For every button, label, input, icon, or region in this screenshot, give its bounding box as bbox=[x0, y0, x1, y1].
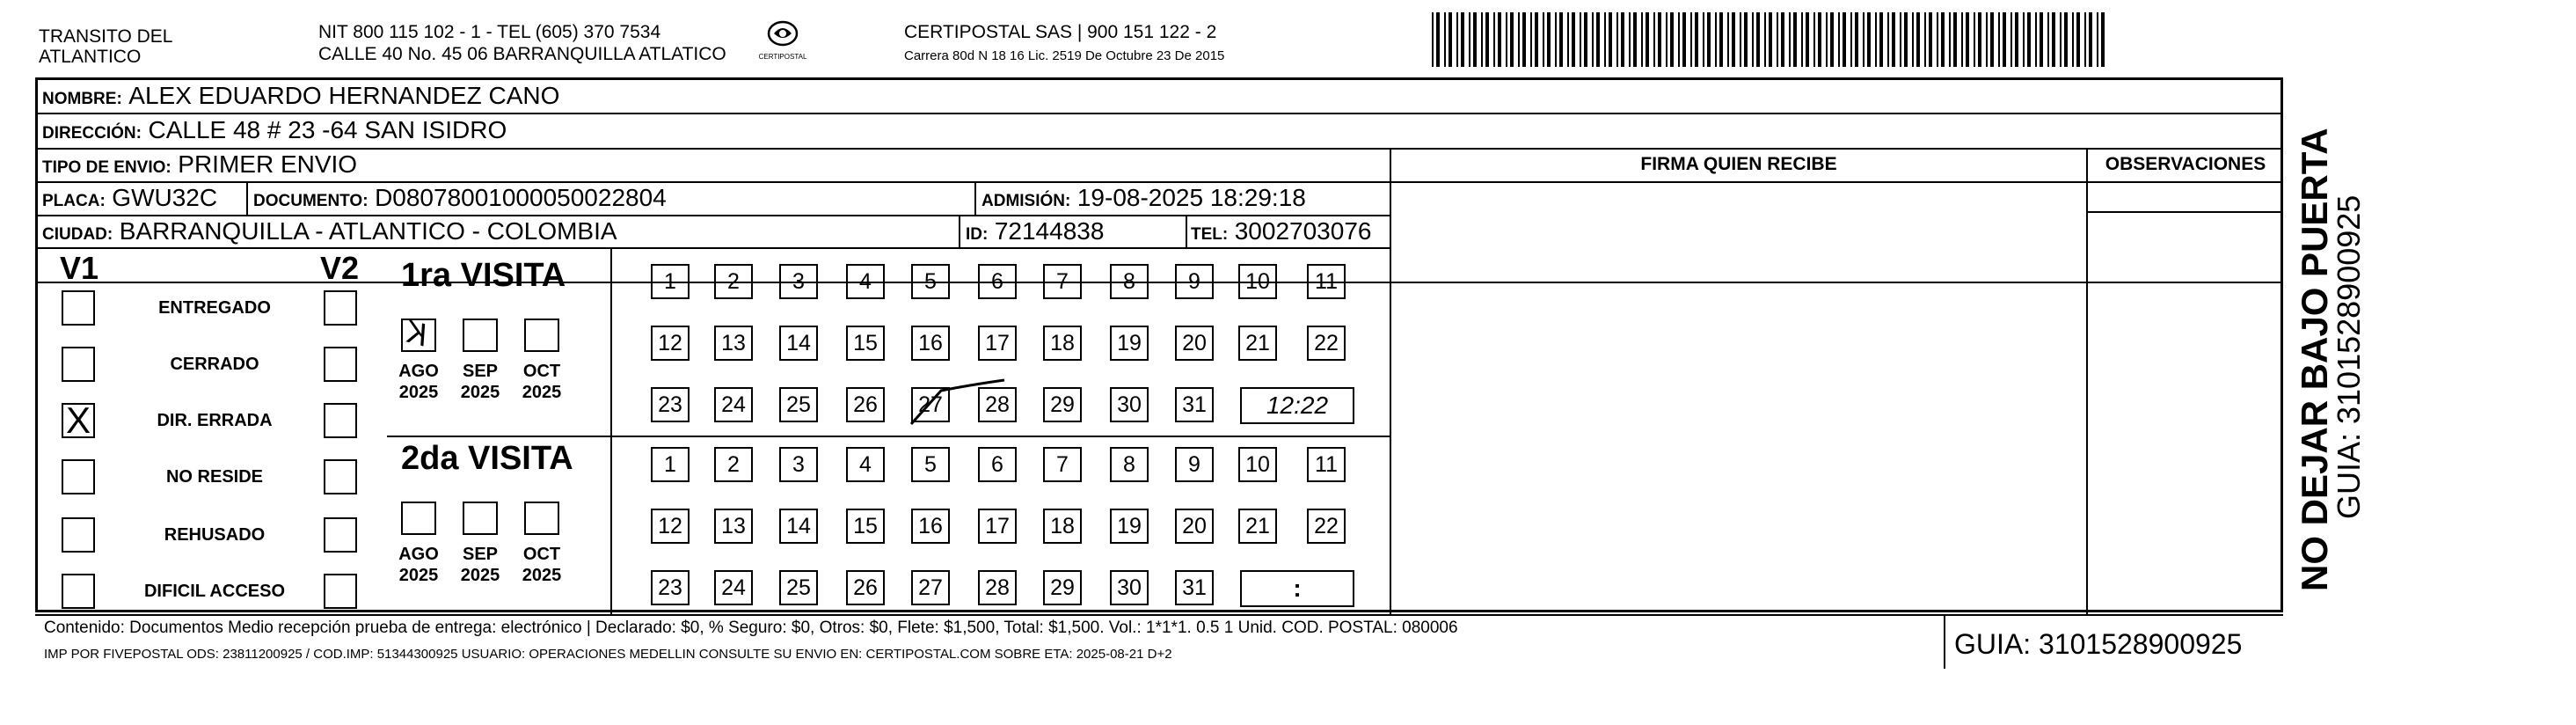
day-box[interactable]: 14 bbox=[779, 509, 818, 544]
barcode-bar bbox=[1998, 12, 2000, 67]
day-box[interactable]: 3 bbox=[779, 264, 818, 299]
barcode-bar bbox=[2052, 12, 2055, 67]
month-year: 2025 bbox=[398, 566, 439, 585]
company-address: Carrera 80d N 18 16 Lic. 2519 De Octubre 23 De 2015 bbox=[904, 48, 1225, 63]
placa-value: GWU32C bbox=[112, 184, 218, 211]
barcode-bar bbox=[1518, 12, 1520, 67]
barcode-bar bbox=[1756, 12, 1760, 67]
day-box[interactable]: 2 bbox=[714, 264, 753, 299]
barcode-bar bbox=[1604, 12, 1606, 67]
barcode-bar bbox=[1444, 12, 1446, 67]
barcode-bar bbox=[2089, 12, 2092, 67]
id-value: 72144838 bbox=[994, 217, 1105, 245]
day-box[interactable]: 2 bbox=[714, 447, 753, 482]
tel-label: TEL: bbox=[1191, 225, 1229, 244]
day-box[interactable]: 27 bbox=[911, 570, 950, 605]
day-box[interactable]: 30 bbox=[1110, 387, 1149, 422]
barcode-graphic bbox=[1432, 12, 2118, 69]
barcode-bar bbox=[1916, 12, 1920, 67]
day-box[interactable]: 21 bbox=[1238, 509, 1277, 544]
day-box[interactable]: 12 bbox=[651, 509, 690, 544]
day-box[interactable]: 14 bbox=[779, 326, 818, 361]
barcode-bar bbox=[1990, 12, 1994, 67]
barcode-bar bbox=[2035, 12, 2037, 67]
barcode-bar bbox=[2023, 12, 2025, 67]
day-box[interactable]: 4 bbox=[846, 447, 885, 482]
id-field bbox=[966, 217, 1104, 249]
barcode-bar bbox=[1641, 12, 1643, 67]
barcode-bar bbox=[2015, 12, 2018, 67]
barcode-bar bbox=[1436, 12, 1440, 67]
barcode-bar bbox=[1904, 12, 1908, 67]
day-box[interactable]: 5 bbox=[911, 447, 950, 482]
nit-line: NIT 800 115 102 - 1 - TEL (605) 370 7534 bbox=[318, 22, 661, 42]
barcode bbox=[1432, 12, 2118, 73]
barcode-bar bbox=[1707, 12, 1711, 67]
company-line: CERTIPOSTAL SAS | 900 151 122 - 2 bbox=[904, 22, 1217, 42]
month-checkbox[interactable] bbox=[524, 319, 559, 352]
month-name: AGO bbox=[398, 362, 439, 381]
barcode-bar bbox=[1461, 12, 1464, 67]
v1-checkbox[interactable] bbox=[62, 459, 95, 494]
documento-value: D0807800100005002280​4 bbox=[375, 184, 667, 211]
month-name: AGO bbox=[398, 545, 439, 564]
day-box[interactable]: 16 bbox=[911, 509, 950, 544]
slash-stroke bbox=[911, 380, 1004, 424]
barcode-bar bbox=[1912, 12, 1914, 67]
day-box[interactable]: 24 bbox=[714, 570, 753, 605]
day-box[interactable]: 10 bbox=[1238, 264, 1277, 299]
month-label bbox=[515, 361, 568, 403]
day-box[interactable]: 18 bbox=[1043, 509, 1082, 544]
barcode-bar bbox=[1616, 12, 1618, 67]
barcode-bar bbox=[1838, 12, 1840, 67]
ciudad-value: BARRANQUILLA - ATLANTICO - COLOMBIA bbox=[119, 217, 617, 245]
barcode-bar bbox=[1596, 12, 1600, 67]
barcode-bar bbox=[1732, 12, 1735, 67]
org-address: CALLE 40 No. 45 06 BARRANQUILLA ATLATICO bbox=[318, 44, 726, 64]
barcode-bar bbox=[1473, 12, 1477, 67]
day-box[interactable]: 11 bbox=[1307, 447, 1346, 482]
barcode-bar bbox=[1682, 12, 1686, 67]
barcode-bar bbox=[1543, 12, 1544, 67]
barcode-bar bbox=[1670, 12, 1674, 67]
barcode-bar bbox=[1678, 12, 1680, 67]
day-box[interactable]: 21 bbox=[1238, 326, 1277, 361]
month-year: 2025 bbox=[460, 566, 500, 585]
day-box[interactable]: 12 bbox=[651, 326, 690, 361]
certipostal-logo bbox=[758, 19, 807, 65]
barcode-bar bbox=[1535, 12, 1538, 67]
month-checkbox[interactable] bbox=[463, 319, 498, 352]
ciudad-field bbox=[42, 217, 617, 249]
barcode-bar bbox=[1875, 12, 1877, 67]
barcode-bar bbox=[1633, 12, 1637, 67]
nombre-row bbox=[42, 82, 559, 114]
tel-field bbox=[1191, 217, 1371, 249]
month-name: SEP bbox=[462, 362, 499, 381]
month-year: 2025 bbox=[460, 383, 500, 402]
barcode-bar bbox=[1555, 12, 1557, 67]
day-box[interactable]: 9 bbox=[1175, 264, 1214, 299]
barcode-bar bbox=[1522, 12, 1526, 67]
day-box[interactable]: 28 bbox=[978, 387, 1017, 422]
barcode-bar bbox=[1777, 12, 1778, 67]
month-name: SEP bbox=[462, 545, 499, 564]
month-name: OCT bbox=[522, 362, 561, 381]
day-box[interactable]: 25 bbox=[779, 570, 818, 605]
observaciones-header: OBSERVACIONES bbox=[2105, 154, 2266, 174]
day-box[interactable]: 31 bbox=[1175, 387, 1214, 422]
day-box[interactable]: 16 bbox=[911, 326, 950, 361]
status-option-label: DIFICIL ACCESO bbox=[143, 582, 285, 601]
month-year: 2025 bbox=[522, 383, 562, 402]
barcode-bar bbox=[1695, 12, 1698, 67]
month-year: 2025 bbox=[522, 566, 562, 585]
barcode-bar bbox=[1584, 12, 1587, 67]
placa-field bbox=[42, 184, 217, 216]
barcode-bar bbox=[2097, 12, 2098, 67]
v2-checkbox[interactable] bbox=[324, 574, 357, 609]
barcode-bar bbox=[1690, 12, 1692, 67]
month-name: OCT bbox=[522, 545, 561, 564]
barcode-bar bbox=[1666, 12, 1667, 67]
v2-checkbox[interactable] bbox=[324, 290, 357, 326]
day-box[interactable]: 17 bbox=[978, 509, 1017, 544]
side-warning: NO DEJAR BAJO PUERTA bbox=[2294, 128, 2335, 591]
barcode-bar bbox=[1510, 12, 1514, 67]
barcode-bar bbox=[1961, 12, 1963, 67]
day-box[interactable]: 5 bbox=[911, 264, 950, 299]
day-box[interactable]: 22 bbox=[1307, 326, 1346, 361]
day-box[interactable]: 23 bbox=[651, 570, 690, 605]
v1-checkbox[interactable] bbox=[62, 399, 95, 441]
month-year: 2025 bbox=[398, 383, 439, 402]
admision-label: ADMISIÓN: bbox=[982, 192, 1071, 210]
barcode-bar bbox=[1744, 12, 1748, 67]
status-option-label: ENTREGADO bbox=[158, 298, 271, 318]
day-box[interactable]: 6 bbox=[978, 264, 1017, 299]
day-box[interactable]: 22 bbox=[1307, 509, 1346, 544]
barcode-bar bbox=[1830, 12, 1834, 67]
visit-time-box[interactable]: 12:22 bbox=[1240, 387, 1354, 424]
month-checkbox[interactable] bbox=[401, 312, 436, 354]
day-box[interactable]: 8 bbox=[1110, 264, 1149, 299]
admision-value: 19-08-2025 18:29:18 bbox=[1076, 184, 1306, 211]
barcode-bar bbox=[1843, 12, 1846, 67]
tel-value: 3002703076 bbox=[1234, 217, 1372, 245]
day-box[interactable]: 1 bbox=[651, 264, 690, 299]
day-box[interactable]: 11 bbox=[1307, 264, 1346, 299]
side-guia: GUIA: 3101528900925 bbox=[2331, 194, 2367, 519]
tipo-envio-row bbox=[42, 150, 357, 182]
day-box[interactable]: 7 bbox=[1043, 447, 1082, 482]
barcode-bar bbox=[1493, 12, 1495, 67]
visit2-title: 2da VISITA bbox=[401, 440, 573, 477]
barcode-bar bbox=[1789, 12, 1791, 67]
v2-checkbox[interactable] bbox=[324, 459, 357, 494]
barcode-bar bbox=[2076, 12, 2080, 67]
barcode-bar bbox=[1715, 12, 1717, 67]
day-box[interactable]: 19 bbox=[1110, 326, 1149, 361]
id-label: ID: bbox=[966, 225, 989, 244]
day-box[interactable]: 7 bbox=[1043, 264, 1082, 299]
barcode-bar bbox=[1498, 12, 1501, 67]
barcode-bar bbox=[1793, 12, 1797, 67]
day-box[interactable]: 9 bbox=[1175, 447, 1214, 482]
barcode-bar bbox=[1485, 12, 1489, 67]
footer-imp-line: IMP POR FIVEPOSTAL ODS: 23811200925 / COD.IMP: 51344300925 USUARIO: OPERACIONES MEDELLIN CONSULTE SU ENVIO EN: CERTIPOSTAL.COM SOBRE ETA: 2025-08-21 D+2 bbox=[44, 647, 1172, 662]
firma-header: FIRMA QUIEN RECIBE bbox=[1640, 154, 1837, 174]
org-name-line2: ATLANTICO bbox=[39, 47, 142, 67]
visit-time-box[interactable]: : bbox=[1240, 570, 1354, 607]
day-box[interactable]: 28 bbox=[978, 570, 1017, 605]
barcode-bar bbox=[1506, 12, 1507, 67]
barcode-bar bbox=[2072, 12, 2074, 67]
barcode-bar bbox=[1658, 12, 1661, 67]
barcode-bar bbox=[2084, 12, 2086, 67]
admision-field bbox=[982, 184, 1306, 216]
barcode-bar bbox=[1929, 12, 1932, 67]
barcode-bar bbox=[1900, 12, 1901, 67]
day-box[interactable]: 15 bbox=[846, 509, 885, 544]
barcode-bar bbox=[1978, 12, 1981, 67]
documento-label: DOCUMENTO: bbox=[253, 192, 369, 210]
barcode-bar bbox=[1432, 12, 1434, 67]
month-checkbox[interactable] bbox=[463, 502, 498, 535]
barcode-bar bbox=[1769, 12, 1772, 67]
direccion-value: CALLE 48 # 23 -64 SAN ISIDRO bbox=[148, 116, 507, 143]
status-option-label: CERRADO bbox=[170, 355, 259, 374]
v2-header: V2 bbox=[320, 250, 360, 286]
barcode-bar bbox=[1879, 12, 1883, 67]
day-box[interactable]: 18 bbox=[1043, 326, 1082, 361]
day-box[interactable]: 30 bbox=[1110, 570, 1149, 605]
month-label bbox=[454, 361, 507, 403]
barcode-bar bbox=[1867, 12, 1871, 67]
barcode-bar bbox=[1941, 12, 1945, 67]
tipo-envio-value: PRIMER ENVIO bbox=[178, 150, 358, 178]
barcode-bar bbox=[1850, 12, 1852, 67]
day-box[interactable]: 10 bbox=[1238, 447, 1277, 482]
day-box[interactable]: 25 bbox=[779, 387, 818, 422]
barcode-bar bbox=[1449, 12, 1452, 67]
barcode-bar bbox=[1719, 12, 1723, 67]
barcode-bar bbox=[1863, 12, 1864, 67]
v1-header: V1 bbox=[60, 250, 99, 286]
barcode-bar bbox=[1892, 12, 1895, 67]
v1-checkbox[interactable] bbox=[62, 347, 95, 382]
v2-checkbox[interactable] bbox=[324, 347, 357, 382]
barcode-bar bbox=[1974, 12, 1975, 67]
barcode-bar bbox=[1592, 12, 1594, 67]
direccion-row bbox=[42, 116, 507, 148]
ciudad-label: CIUDAD: bbox=[42, 225, 113, 244]
barcode-bar bbox=[2047, 12, 2049, 67]
barcode-bar bbox=[1567, 12, 1569, 67]
v1-checkbox[interactable] bbox=[62, 574, 95, 609]
barcode-bar bbox=[1826, 12, 1828, 67]
barcode-bar bbox=[1727, 12, 1729, 67]
barcode-bar bbox=[1806, 12, 1809, 67]
tipo-envio-label: TIPO DE ENVIO: bbox=[42, 158, 171, 177]
org-name-line1: TRANSITO DEL bbox=[39, 26, 173, 47]
barcode-bar bbox=[2010, 12, 2012, 67]
logo-text: CERTIPOSTAL bbox=[758, 53, 807, 61]
barcode-bar bbox=[1530, 12, 1532, 67]
status-option-label: DIR. ERRADA bbox=[157, 411, 273, 430]
barcode-bar bbox=[1924, 12, 1926, 67]
day-box[interactable]: 8 bbox=[1110, 447, 1149, 482]
day-box[interactable]: 29 bbox=[1043, 387, 1082, 422]
barcode-bar bbox=[1781, 12, 1784, 67]
day-box[interactable]: 26 bbox=[846, 570, 885, 605]
barcode-bar bbox=[1986, 12, 1988, 67]
placa-label: PLACA: bbox=[42, 192, 106, 210]
day-box[interactable]: 13 bbox=[714, 326, 753, 361]
barcode-bar bbox=[1953, 12, 1957, 67]
month-label bbox=[392, 361, 445, 403]
footer-content-line: Contenido: Documentos Medio recepción prueba de entrega: electrónico | Declarado: $0, % Seguro: $0, Otros: $0, Flete: $1,500, Total: $1,500. Vol.: 1*1*1. 0.5 1 Unid. COD. POSTAL: 080006 bbox=[44, 619, 1458, 637]
day-box[interactable]: 29 bbox=[1043, 570, 1082, 605]
day-box[interactable]: 24 bbox=[714, 387, 753, 422]
barcode-bar bbox=[2003, 12, 2006, 67]
day-box[interactable]: 26 bbox=[846, 387, 885, 422]
barcode-bar bbox=[1572, 12, 1575, 67]
status-option-label: REHUSADO bbox=[164, 525, 266, 545]
month-check-mark: K bbox=[402, 312, 433, 354]
barcode-bar bbox=[1580, 12, 1581, 67]
day-box[interactable]: 15 bbox=[846, 326, 885, 361]
barcode-bar bbox=[1456, 12, 1458, 67]
documento-field bbox=[253, 184, 667, 216]
logo-icon bbox=[765, 19, 800, 55]
barcode-bar bbox=[2040, 12, 2043, 67]
month-checkbox[interactable] bbox=[524, 502, 559, 535]
barcode-bar bbox=[1703, 12, 1704, 67]
day-box[interactable]: 20 bbox=[1175, 326, 1214, 361]
barcode-bar bbox=[1653, 12, 1655, 67]
visit1-title: 1ra VISITA bbox=[401, 257, 566, 294]
barcode-bar bbox=[1547, 12, 1551, 67]
barcode-bar bbox=[2101, 12, 2105, 67]
day-box[interactable]: 19 bbox=[1110, 509, 1149, 544]
barcode-bar bbox=[1818, 12, 1821, 67]
day-box[interactable]: 17 bbox=[978, 326, 1017, 361]
month-checkbox[interactable] bbox=[401, 502, 436, 535]
day-box[interactable]: 6 bbox=[978, 447, 1017, 482]
barcode-bar bbox=[1469, 12, 1470, 67]
barcode-bar bbox=[1481, 12, 1483, 67]
day-box[interactable]: 31 bbox=[1175, 570, 1214, 605]
month-label bbox=[454, 544, 507, 586]
nombre-value: ALEX EDUARDO HERNANDEZ CANO bbox=[128, 82, 560, 109]
day-box[interactable]: 27 bbox=[911, 387, 950, 422]
barcode-bar bbox=[1855, 12, 1858, 67]
barcode-bar bbox=[1646, 12, 1649, 67]
v1-checkbox[interactable] bbox=[62, 290, 95, 326]
barcode-bar bbox=[2060, 12, 2062, 67]
direccion-label: DIRECCIÓN: bbox=[42, 124, 142, 143]
handwritten-slash-mark bbox=[906, 368, 1011, 429]
v2-checkbox[interactable] bbox=[324, 403, 357, 438]
barcode-bar bbox=[1966, 12, 1969, 67]
barcode-bar bbox=[1740, 12, 1741, 67]
barcode-bar bbox=[1621, 12, 1624, 67]
barcode-bar bbox=[1949, 12, 1951, 67]
barcode-bar bbox=[1752, 12, 1754, 67]
day-box[interactable]: 3 bbox=[779, 447, 818, 482]
barcode-bar bbox=[1609, 12, 1612, 67]
barcode-bar bbox=[2027, 12, 2031, 67]
barcode-bar bbox=[2064, 12, 2068, 67]
v2-checkbox[interactable] bbox=[324, 517, 357, 553]
footer-guia: GUIA: 3101528900925 bbox=[1954, 628, 2243, 660]
day-box[interactable]: 13 bbox=[714, 509, 753, 544]
day-box[interactable]: 23 bbox=[651, 387, 690, 422]
month-label bbox=[392, 544, 445, 586]
barcode-bar bbox=[1813, 12, 1815, 67]
v1-checkbox[interactable] bbox=[62, 517, 95, 553]
barcode-bar bbox=[1937, 12, 1938, 67]
v1-check-mark: X bbox=[65, 399, 91, 441]
barcode-bar bbox=[1629, 12, 1631, 67]
barcode-bar bbox=[1559, 12, 1563, 67]
nombre-label: NOMBRE: bbox=[42, 90, 122, 108]
barcode-bar bbox=[1764, 12, 1766, 67]
month-label bbox=[515, 544, 568, 586]
barcode-bar bbox=[1801, 12, 1803, 67]
day-box[interactable]: 1 bbox=[651, 447, 690, 482]
status-option-label: NO RESIDE bbox=[165, 467, 264, 487]
day-box[interactable]: 20 bbox=[1175, 509, 1214, 544]
barcode-bar bbox=[1887, 12, 1889, 67]
day-box[interactable]: 4 bbox=[846, 264, 885, 299]
